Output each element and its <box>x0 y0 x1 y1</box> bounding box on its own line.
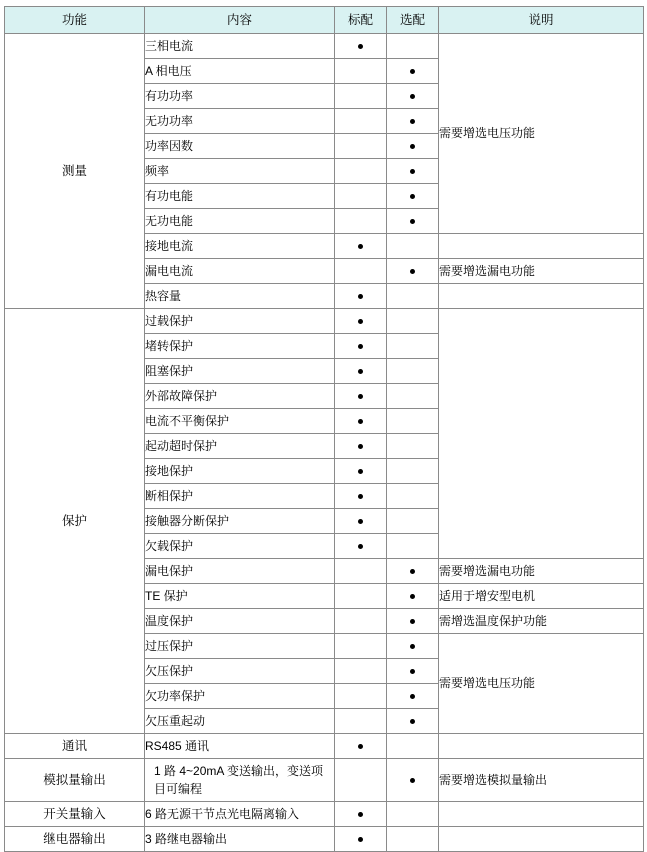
content-cell: 阻塞保护 <box>145 359 335 384</box>
note-cell: 需要增选漏电功能 <box>439 259 644 284</box>
column-header-function: 功能 <box>5 7 145 34</box>
optional-mark-cell <box>387 684 439 709</box>
specification-table <box>4 6 644 852</box>
header-row <box>5 7 644 34</box>
note-cell: 需要增选电压功能 <box>439 34 644 234</box>
standard-mark-cell <box>335 59 387 84</box>
bullet-dot-icon <box>410 219 415 224</box>
function-group-label: 通讯 <box>5 734 145 759</box>
optional-mark-cell <box>387 609 439 634</box>
content-cell: 过载保护 <box>145 309 335 334</box>
content-cell: 有功功率 <box>145 84 335 109</box>
standard-mark-cell <box>335 609 387 634</box>
standard-mark-cell <box>335 109 387 134</box>
bullet-dot-icon <box>358 812 363 817</box>
content-cell: 过压保护 <box>145 634 335 659</box>
content-cell: 热容量 <box>145 284 335 309</box>
standard-mark-cell <box>335 759 387 802</box>
optional-mark-cell <box>387 409 439 434</box>
standard-mark-cell <box>335 359 387 384</box>
content-cell: 欠压保护 <box>145 659 335 684</box>
bullet-dot-icon <box>410 719 415 724</box>
content-cell: 堵转保护 <box>145 334 335 359</box>
optional-mark-cell <box>387 309 439 334</box>
note-cell: 需要增选模拟量输出 <box>439 759 644 802</box>
column-header-standard: 标配 <box>335 7 387 34</box>
optional-mark-cell <box>387 659 439 684</box>
standard-mark-cell <box>335 309 387 334</box>
standard-mark-cell <box>335 209 387 234</box>
standard-mark-cell <box>335 684 387 709</box>
note-cell <box>439 309 644 559</box>
content-cell: 1 路 4~20mA 变送输出，变送项目可编程 <box>145 759 335 802</box>
bullet-dot-icon <box>358 744 363 749</box>
standard-mark-cell <box>335 184 387 209</box>
content-cell: A 相电压 <box>145 59 335 84</box>
content-cell: 断相保护 <box>145 484 335 509</box>
standard-mark-cell <box>335 559 387 584</box>
optional-mark-cell <box>387 709 439 734</box>
content-cell: 接地电流 <box>145 234 335 259</box>
function-group-label: 开关量输入 <box>5 802 145 827</box>
optional-mark-cell <box>387 159 439 184</box>
standard-mark-cell <box>335 259 387 284</box>
function-group-label: 保护 <box>5 309 145 734</box>
optional-mark-cell <box>387 359 439 384</box>
bullet-dot-icon <box>410 594 415 599</box>
optional-mark-cell <box>387 59 439 84</box>
content-cell: 无功电能 <box>145 209 335 234</box>
standard-mark-cell <box>335 802 387 827</box>
standard-mark-cell <box>335 509 387 534</box>
content-cell: 三相电流 <box>145 34 335 59</box>
bullet-dot-icon <box>358 837 363 842</box>
note-cell: 适用于增安型电机 <box>439 584 644 609</box>
column-header-optional: 选配 <box>387 7 439 34</box>
optional-mark-cell <box>387 634 439 659</box>
optional-mark-cell <box>387 434 439 459</box>
standard-mark-cell <box>335 534 387 559</box>
content-cell: 接地保护 <box>145 459 335 484</box>
bullet-dot-icon <box>358 494 363 499</box>
content-cell: 3 路继电器输出 <box>145 827 335 852</box>
bullet-dot-icon <box>358 544 363 549</box>
note-cell: 需增选温度保护功能 <box>439 609 644 634</box>
standard-mark-cell <box>335 659 387 684</box>
function-group-label: 测量 <box>5 34 145 309</box>
bullet-dot-icon <box>410 619 415 624</box>
content-cell: 电流不平衡保护 <box>145 409 335 434</box>
content-cell: TE 保护 <box>145 584 335 609</box>
content-cell: 欠载保护 <box>145 534 335 559</box>
table-row <box>5 827 644 852</box>
standard-mark-cell <box>335 734 387 759</box>
bullet-dot-icon <box>410 269 415 274</box>
bullet-dot-icon <box>358 519 363 524</box>
table-body <box>5 34 644 852</box>
function-group-label: 模拟量输出 <box>5 759 145 802</box>
bullet-dot-icon <box>410 694 415 699</box>
bullet-dot-icon <box>358 294 363 299</box>
standard-mark-cell <box>335 459 387 484</box>
table-row <box>5 34 644 59</box>
standard-mark-cell <box>335 384 387 409</box>
optional-mark-cell <box>387 334 439 359</box>
bullet-dot-icon <box>358 344 363 349</box>
bullet-dot-icon <box>410 94 415 99</box>
bullet-dot-icon <box>358 319 363 324</box>
optional-mark-cell <box>387 484 439 509</box>
bullet-dot-icon <box>410 144 415 149</box>
optional-mark-cell <box>387 109 439 134</box>
standard-mark-cell <box>335 334 387 359</box>
note-cell: 需要增选电压功能 <box>439 634 644 734</box>
optional-mark-cell <box>387 459 439 484</box>
content-cell: 欠压重起动 <box>145 709 335 734</box>
content-cell: 漏电电流 <box>145 259 335 284</box>
table-row <box>5 759 644 802</box>
optional-mark-cell <box>387 802 439 827</box>
column-header-content: 内容 <box>145 7 335 34</box>
table-row <box>5 802 644 827</box>
optional-mark-cell <box>387 509 439 534</box>
content-cell: 功率因数 <box>145 134 335 159</box>
content-cell: 无功功率 <box>145 109 335 134</box>
bullet-dot-icon <box>358 369 363 374</box>
standard-mark-cell <box>335 234 387 259</box>
column-header-note: 说明 <box>439 7 644 34</box>
content-cell: 频率 <box>145 159 335 184</box>
standard-mark-cell <box>335 827 387 852</box>
note-cell: 需要增选漏电功能 <box>439 559 644 584</box>
bullet-dot-icon <box>358 394 363 399</box>
content-cell: RS485 通讯 <box>145 734 335 759</box>
optional-mark-cell <box>387 284 439 309</box>
bullet-dot-icon <box>410 644 415 649</box>
bullet-dot-icon <box>358 444 363 449</box>
note-cell <box>439 827 644 852</box>
standard-mark-cell <box>335 584 387 609</box>
standard-mark-cell <box>335 34 387 59</box>
content-cell: 漏电保护 <box>145 559 335 584</box>
bullet-dot-icon <box>410 119 415 124</box>
note-cell <box>439 284 644 309</box>
bullet-dot-icon <box>410 669 415 674</box>
standard-mark-cell <box>335 84 387 109</box>
table-row <box>5 309 644 334</box>
optional-mark-cell <box>387 34 439 59</box>
optional-mark-cell <box>387 559 439 584</box>
optional-mark-cell <box>387 384 439 409</box>
bullet-dot-icon <box>410 69 415 74</box>
note-cell <box>439 234 644 259</box>
optional-mark-cell <box>387 209 439 234</box>
optional-mark-cell <box>387 134 439 159</box>
standard-mark-cell <box>335 709 387 734</box>
standard-mark-cell <box>335 634 387 659</box>
optional-mark-cell <box>387 534 439 559</box>
content-cell: 温度保护 <box>145 609 335 634</box>
bullet-dot-icon <box>410 778 415 783</box>
standard-mark-cell <box>335 159 387 184</box>
bullet-dot-icon <box>358 469 363 474</box>
note-cell <box>439 734 644 759</box>
optional-mark-cell <box>387 259 439 284</box>
standard-mark-cell <box>335 409 387 434</box>
optional-mark-cell <box>387 84 439 109</box>
bullet-dot-icon <box>358 244 363 249</box>
content-cell: 6 路无源干节点光电隔离输入 <box>145 802 335 827</box>
optional-mark-cell <box>387 184 439 209</box>
content-cell: 接触器分断保护 <box>145 509 335 534</box>
optional-mark-cell <box>387 734 439 759</box>
bullet-dot-icon <box>358 44 363 49</box>
standard-mark-cell <box>335 434 387 459</box>
table-row <box>5 734 644 759</box>
function-group-label: 继电器输出 <box>5 827 145 852</box>
table-header <box>5 7 644 34</box>
note-cell <box>439 802 644 827</box>
bullet-dot-icon <box>358 419 363 424</box>
bullet-dot-icon <box>410 194 415 199</box>
optional-mark-cell <box>387 584 439 609</box>
content-cell: 外部故障保护 <box>145 384 335 409</box>
bullet-dot-icon <box>410 569 415 574</box>
content-cell: 有功电能 <box>145 184 335 209</box>
bullet-dot-icon <box>410 169 415 174</box>
standard-mark-cell <box>335 134 387 159</box>
optional-mark-cell <box>387 759 439 802</box>
optional-mark-cell <box>387 234 439 259</box>
optional-mark-cell <box>387 827 439 852</box>
standard-mark-cell <box>335 284 387 309</box>
content-cell: 起动超时保护 <box>145 434 335 459</box>
standard-mark-cell <box>335 484 387 509</box>
content-cell: 欠功率保护 <box>145 684 335 709</box>
